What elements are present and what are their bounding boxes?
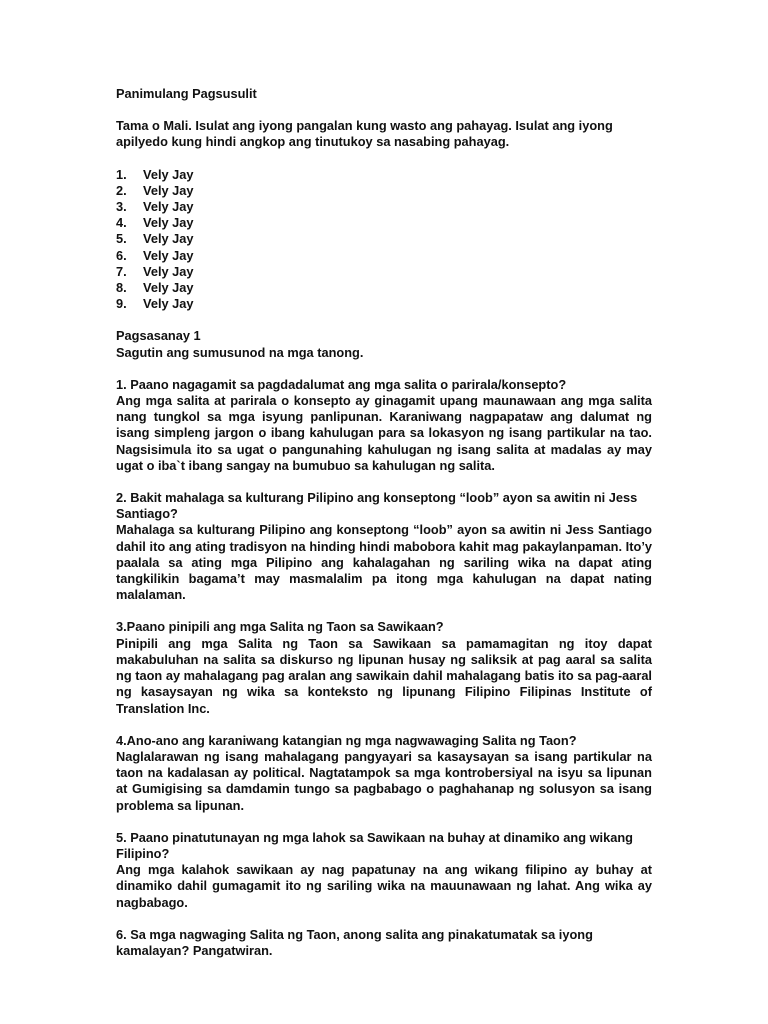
question-text: 1. Paano nagagamit sa pagdadalumat ang mga salita o parirala/konsepto? xyxy=(116,376,567,392)
list-number: 8. xyxy=(116,280,127,296)
list-item xyxy=(116,167,652,183)
list-item xyxy=(116,280,652,296)
answer-text: Naglalarawan ng isang mahalagang pangyayari sa kasaysayan sa isang partikular na taon na kadalasan ay political. Nagtatampok sa mga kontrobersiyal na isyu sa lipunan at Gumigising sa damdamin tungo sa pagbabago o paghahanap ng solusyon sa isang problema sa lipunan. xyxy=(116,748,652,813)
list-item xyxy=(116,296,652,312)
list-item xyxy=(116,199,652,215)
list-number: 5. xyxy=(116,231,127,247)
numbered-answer-list xyxy=(116,167,652,313)
answer-text: Ang mga salita at parirala o konsepto ay ginagamit upang maunawaan ang mga salita nang tungkol sa mga isyung panlipunan. Karaniwang nagpapataw ang dalumat ng isang simpleng jargon o ibang kahulugan para sa lokasyon ng isang partikular na tao. Nagsisimula ito sa ugat o pangunahing kahulugan ng isang salita at madalas ay may ugat o iba`t ibang sangay na bumubuo sa kahulugan ng salita. xyxy=(116,393,652,473)
list-number: 4. xyxy=(116,215,127,231)
list-text: Vely Jay xyxy=(143,247,194,263)
qa-item xyxy=(116,830,652,911)
list-number: 2. xyxy=(116,182,127,198)
list-text: Vely Jay xyxy=(143,263,194,279)
list-number: 9. xyxy=(116,296,127,312)
section-title: Pagsasanay 1 xyxy=(116,328,201,344)
question-text: 6. Sa mga nagwaging Salita ng Taon, anong salita ang pinakatumatak sa iyong kamalayan? Pangatwiran. xyxy=(116,926,593,958)
list-text: Vely Jay xyxy=(143,296,194,312)
list-item xyxy=(116,248,652,264)
list-item xyxy=(116,215,652,231)
document-content xyxy=(116,86,652,975)
document-title: Panimulang Pagsusulit xyxy=(116,86,257,101)
question-text: 5. Paano pinatutunayan ng mga lahok sa Sawikaan na buhay at dinamiko ang wikang Filipino? xyxy=(116,829,633,861)
question-text: 2. Bakit mahalaga sa kulturang Pilipino ang konseptong “loob” ayon sa awitin ni Jess Santiago? xyxy=(116,490,638,522)
qa-item xyxy=(116,619,652,716)
qa-item xyxy=(116,927,652,959)
instructions: Tama o Mali. Isulat ang iyong pangalan kung wasto ang pahayag. Isulat ang iyong apilyedo kung hindi angkop ang tinutukoy sa nasabing pahayag. xyxy=(116,118,613,150)
answer-text: Mahalaga sa kulturang Pilipino ang konseptong “loob” ayon sa awitin ni Jess Santiago dahil ito ang ating tradisyon na hinding hindi mabobora kahit mag pakaylanpaman. Ito’y paalala sa ating mga Pilipino ang kahalagahan ng sariling wika na dapat ating tangkilikin bagama’t may masmalalim pa itong mga kahulugan na dapat nating malalaman. xyxy=(116,522,652,603)
list-number: 1. xyxy=(116,166,127,182)
list-text: Vely Jay xyxy=(143,182,194,198)
qa-item xyxy=(116,377,652,474)
qa-item xyxy=(116,733,652,814)
list-text: Vely Jay xyxy=(143,231,194,247)
list-number: 6. xyxy=(116,247,127,263)
list-text: Vely Jay xyxy=(143,215,194,231)
qa-item xyxy=(116,490,652,603)
question-text: 4.Ano-ano ang karaniwang katangian ng mga nagwawaging Salita ng Taon? xyxy=(116,732,577,748)
answer-text: Pinipili ang mga Salita ng Taon sa Sawikaan sa pamamagitan ng itoy dapat makabuluhan na salita sa diskurso ng lipunan husay ng saliksik at pag aaral sa salita ng taon ay mahalagang pag aralan ang sawikain dahil mahalagang batis ito sa pag-aaral ng kasaysayan ng wika sa konteksto ng lipunang Filipino Filipinas Institute of Translation Inc. xyxy=(116,635,652,716)
question-text: 3.Paano pinipili ang mga Salita ng Taon sa Sawikaan? xyxy=(116,619,444,635)
answer-text: Ang mga kalahok sawikaan ay nag papatunay na ang wikang filipino ay buhay at dinamiko dahil gumagamit ito ng sariling wika na mauunawaan ng lahat. Ang wika ay nagbabago. xyxy=(116,862,652,910)
list-text: Vely Jay xyxy=(143,199,194,215)
list-item xyxy=(116,231,652,247)
list-number: 7. xyxy=(116,263,127,279)
list-item xyxy=(116,264,652,280)
section-subtitle: Sagutin ang sumusunod na mga tanong. xyxy=(116,344,364,360)
list-text: Vely Jay xyxy=(143,166,194,182)
list-text: Vely Jay xyxy=(143,280,194,296)
list-number: 3. xyxy=(116,199,127,215)
list-item xyxy=(116,183,652,199)
